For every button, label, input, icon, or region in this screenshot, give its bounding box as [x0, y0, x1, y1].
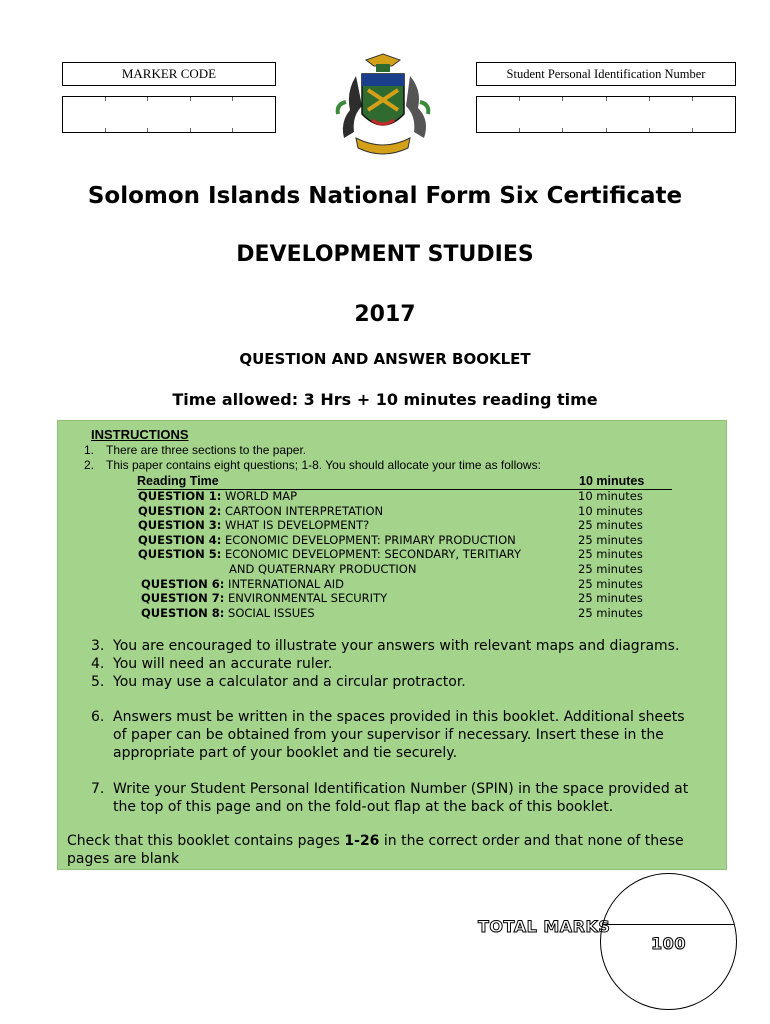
table-row: QUESTION 5: ECONOMIC DEVELOPMENT: SECONDARY, TERITIARY 25 minutes: [138, 547, 643, 562]
total-marks-value: 100: [651, 934, 686, 953]
instruction-item-5: 5. You may use a calculator and a circular protractor.: [91, 674, 466, 690]
table-row: QUESTION 8: SOCIAL ISSUES 25 minutes: [141, 605, 643, 620]
instruction-item-6: 6. Answers must be written in the spaces provided in this booklet. Additional sheets of paper can be obtained from your supervisor if necessary. Insert these in the appropriate part of your booklet and tie securely.: [91, 709, 685, 761]
reading-time-value: 10 minutes: [579, 474, 645, 488]
marker-code-label-box: [62, 62, 276, 86]
instruction-item-1: 1. There are three sections to the paper.: [84, 443, 307, 457]
instructions-panel: [57, 420, 727, 870]
instruction-item-4: 4. You will need an accurate ruler.: [91, 656, 333, 672]
instruction-item-2: 2. This paper contains eight questions; 1-8. You should allocate your time as follows:: [84, 458, 541, 472]
subject-title: DEVELOPMENT STUDIES: [236, 242, 534, 267]
table-row: QUESTION 6: INTERNATIONAL AID 25 minutes: [141, 576, 643, 591]
exam-year: 2017: [354, 302, 416, 327]
page-check-note: Check that this booklet contains pages 1-26 in the correct order and that none of these pages are blank: [67, 833, 684, 867]
table-row: QUESTION 2: CARTOON INTERPRETATION 10 minutes: [138, 503, 643, 518]
question-time-table: [138, 489, 678, 620]
spin-label: Student Personal Identification Number: [506, 67, 706, 81]
table-row: QUESTION 4: ECONOMIC DEVELOPMENT: PRIMARY PRODUCTION 25 minutes: [138, 532, 643, 547]
table-row: QUESTION 1: WORLD MAP 10 minutes: [138, 489, 643, 503]
spin-input[interactable]: [476, 96, 736, 133]
booklet-title: QUESTION AND ANSWER BOOKLET: [239, 350, 531, 368]
marker-code-label: MARKER CODE: [121, 66, 217, 81]
total-marks-label: TOTAL MARKS: [478, 917, 611, 936]
time-allowed: Time allowed: 3 Hrs + 10 minutes reading time: [172, 390, 598, 409]
instructions-heading: INSTRUCTIONS: [91, 427, 189, 442]
time-table-header: [137, 473, 672, 490]
instruction-items-lower: [91, 637, 721, 691]
total-marks-circle[interactable]: [600, 873, 737, 1010]
table-row: QUESTION 3: WHAT IS DEVELOPMENT? 25 minutes: [138, 518, 643, 533]
table-row: AND QUATERNARY PRODUCTION 25 minutes: [229, 561, 643, 576]
instruction-item-3: 3. You are encouraged to illustrate your answers with relevant maps and diagrams.: [91, 638, 680, 654]
marker-code-input[interactable]: [62, 96, 276, 133]
coat-of-arms-emblem: [326, 52, 440, 162]
table-row: QUESTION 7: ENVIRONMENTAL SECURITY 25 minutes: [141, 591, 643, 606]
instruction-item-7: 7. Write your Student Personal Identification Number (SPIN) in the space provided at the top of this page and on the fold-out flap at the back of this booklet.: [91, 781, 689, 815]
reading-time-label: Reading Time: [137, 474, 219, 488]
spin-label-box: [476, 62, 736, 86]
certificate-title: Solomon Islands National Form Six Certificate: [87, 183, 683, 209]
